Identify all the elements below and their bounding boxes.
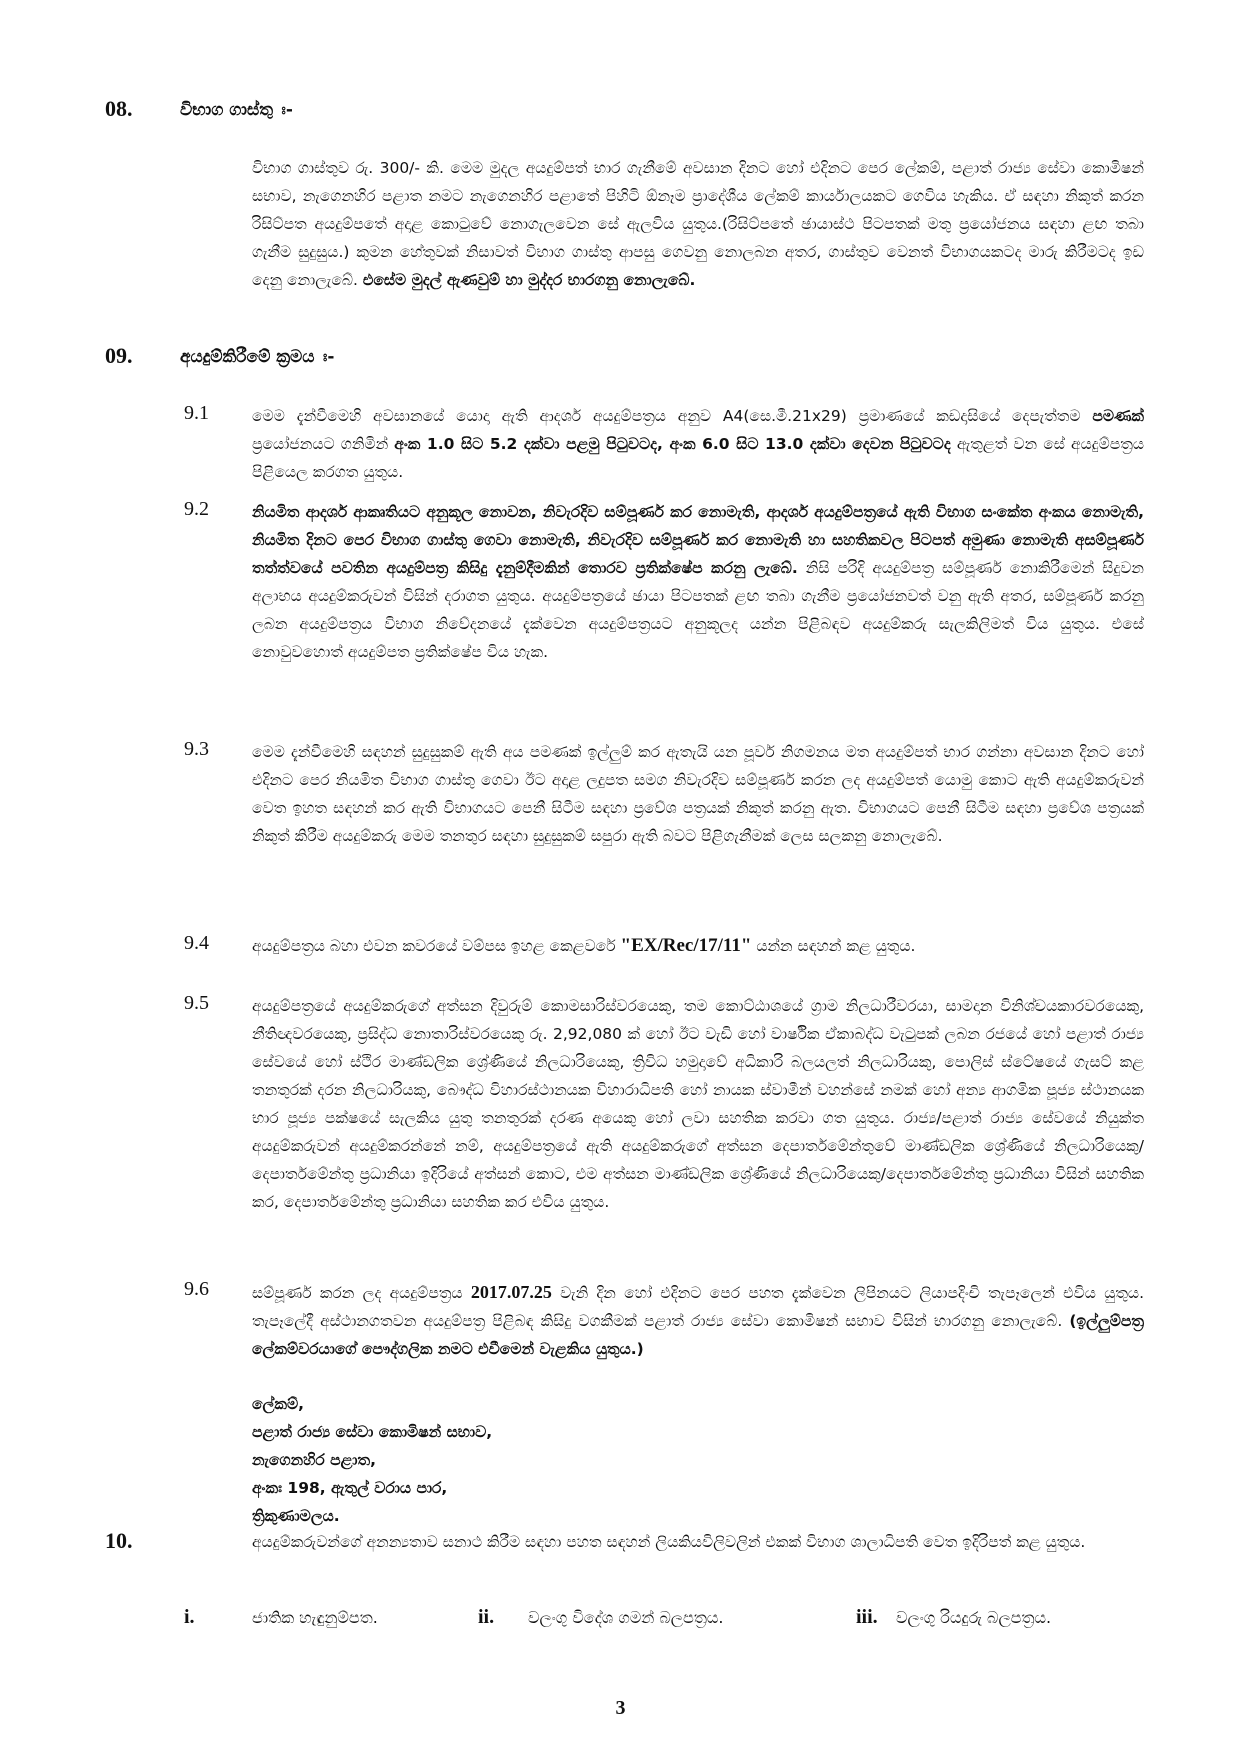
- para-9-6: [252, 1278, 1144, 1363]
- para-9-2-text: නිසි පරිදි අයදුම්පත්‍ර සම්පූර්ණ නොකිරීමෙන් සිදුවන අලාභය අයදුම්කරුවන් විසින් දරාගත යුතුය. අයදුම්පත්‍රයේ ඡායා පිටපතක් ළඟ තබා ගැනීම ප්‍රයෝජනවත් වනු ඇති අතර, සම්පූර්ණ කරනු ලබන අයදුම්පත්‍රය විභාග නිවේදනයේ දැක්වෙන අයදුම්පත්‍රයට අනුකූලද යන්න පිළිබඳව අයදුම්කරු සැලකිලිමත් විය යුතුය. එසේ නොවුවහොත් අයදුම්පත ප්‍රතික්ෂේප විය හැක.: [252, 559, 1144, 661]
- para-9-4: [252, 932, 1144, 960]
- address-line: ලේකම්,: [252, 1395, 305, 1413]
- address-line: අංකඃ 198, ඇතුල් වරාය පාර,: [252, 1479, 448, 1497]
- para-9-5: අයදුම්පත්‍රයේ අයදුම්කරුගේ අත්සන දිවුරුම් කොමසාරිස්වරයෙකු, තම කොට්ඨාශයේ ග්‍රාම නිලධාරීවරයා, සාමදාන විනිශ්චයකාරවරයෙකු, නීතිඥවරයෙකු, ප්‍රසිද්ධ නොතාරිස්වරයෙකු රු. 2,92,080 ක් හෝ ඊට වැඩි හෝ වාර්ෂික ඒකාබද්ධ වැටුපක් ලබන රජයේ හෝ පළාත් රාජ්‍ය සේවයේ හෝ ස්ථිර මාණ්ඩලික ශ්‍රේණියේ නිලධාරියෙකු, ත්‍රිවිධ හමුදාවේ අධිකාරි බලයලත් නිලධාරියකු, පොලිස් ස්ටේෂයේ ගැසට් කළ තනතුරක් දරන නිලධාරියකු, බෞද්ධ විහාරස්ථානයක විහාරාධිපති හෝ නායක ස්වාමීන් වහන්සේ නමක් හෝ අන්‍ය ආගමික පූජ්‍ය ස්ථානයක භාර පූජ්‍ය පක්ෂයේ සැලකිය යුතු තනතුරක් දරණ අයෙකු හෝ ලවා සහතික කරවා ගත යුතුය. රාජ්‍ය/පළාත් රාජ්‍ය සේවයේ නියුක්ත අයදුම්කරුවන් අයදුම්කරන්නේ නම්, අයදුම්පත්‍රයේ ඇති අයදුම්කරුගේ අත්සන දෙපාර්තමේන්තුවේ මාණ්ඩලික ශ්‍රේණියේ නිලධාරියෙකු/දෙපාර්තමේන්තු ප්‍රධානියා ඉදිරියේ අත්සන් කොට, එම අත්සන මාණ්ඩලික ශ්‍රේණියේ නිලධාරියෙකු/දෙපාර්තමේන්තු ප්‍රධානියා විසින් සහතික කර, දෙපාර්තමේන්තු ප්‍රධානියා සහතික කර එවිය යුතුය.: [252, 997, 1144, 1211]
- para-9-2: [252, 498, 1144, 666]
- section-08-bold-note: එසේම මුදල් ඇණවුම් හා මුද්දර භාරගනු නොලැබේ.: [362, 271, 696, 289]
- list-item: වලංගු විදේශ ගමන් බලපත්‍රය.: [528, 1608, 724, 1627]
- envelope-code: "EX/Rec/17/11": [620, 935, 752, 956]
- para-9-1-bold-b: අංක 1.0 සිට 5.2 දක්වා පළමු පිටුවටද, අංක 6.0 සිට 13.0 දක්වා දෙවන පිටුවටද: [394, 435, 951, 453]
- para-9-4-number: 9.4: [184, 932, 209, 954]
- list-item-number: iii.: [856, 1606, 878, 1628]
- para-9-1: [252, 402, 1144, 486]
- para-9-4-text-b: යන්න සඳහන් කළ යුතුය.: [751, 937, 916, 955]
- list-item-number: i.: [184, 1606, 195, 1628]
- para-9-6-number: 9.6: [184, 1278, 209, 1300]
- section-09-number: 09.: [105, 343, 133, 368]
- section-08-number: 08.: [105, 96, 133, 121]
- section-08-body: [252, 154, 1144, 294]
- address-block: [252, 1390, 492, 1530]
- para-9-4-text-a: අයදුම්පත්‍රය බහා එවන කවරයේ වම්පස ඉහළ කෙළවරේ: [252, 937, 621, 955]
- section-09-title: අයදුම්කිරීමේ ක්‍රමය ඃ-: [180, 347, 335, 367]
- address-line: නැගෙනහිර පළාත,: [252, 1451, 376, 1469]
- para-9-1-number: 9.1: [184, 402, 209, 424]
- para-9-1-text-a: මෙම දැන්වීමෙහි අවසානයේ යොදා ඇති ආදර්ශ අයදුම්පත්‍රය අනුව A4(සෙ.මී.21x29) ප්‍රමාණයේ කඩදාසියේ දෙපැත්තම: [252, 407, 1093, 425]
- address-line: පළාත් රාජ්‍ය සේවා කොමිෂන් සභාව,: [252, 1423, 493, 1441]
- para-9-6-bold: (ඉල්ලුම්පත්‍ර ලේකම්වරයාගේ පෞද්ගලික නමට එවීමෙන් වැළකිය යුතුය.): [252, 1312, 1144, 1358]
- section-08-text: විභාග ගාස්තුව රු. 300/- කි. මෙම මුදල අයදුම්පත් භාර ගැනීමේ අවසාන දිනට හෝ එදිනට පෙර ලේකම්, පළාත් රාජ්‍ය සේවා කොමිෂන් සභාව, නැගෙනහිර පළාත නමට නැගෙනහිර පළාතේ පිහිටි ඕනෑම ප්‍රාදේශීය ලේකම් කාර්යාලයකට ගෙවිය හැකිය. ඒ සඳහා නිකුත් කරන රිසිට්පත අයදුම්පතේ අදාළ කොටුවේ නොගැලවෙන සේ ඇලවිය යුතුය.(රිසිට්පතේ ඡායාස්ථ පිටපතක් මතු ප්‍රයෝජනය සඳහා ළඟ තබා ගැනීම සුදුසුය.) කුමන හේතුවක් නිසාවත් විභාග ගාස්තු ආපසු ගෙවනු නොලබන අතර, ගාස්තුව වෙනත් විභාගයකටද මාරු කිරීමටද ඉඩ දෙනු නොලැබේ.: [252, 159, 1144, 289]
- para-9-1-bold-a: පමණක්: [1092, 407, 1144, 425]
- para-9-1-text-c: ඇතුළත් වන සේ අයදුම්පත්‍රය පිළියෙල කරගත යුතුය.: [252, 435, 1144, 481]
- section-08-title: විභාග ගාස්තු ඃ-: [180, 100, 293, 120]
- para-9-5-number: 9.5: [184, 992, 209, 1014]
- para-9-6-text-a: සම්පූර්ණ කරන ලද අයදුම්පත්‍රය: [252, 1284, 471, 1302]
- section-10-body: අයදුම්කරුවන්ගේ අනන්‍යතාව සනාථ කිරීම සඳහා පහත සඳහන් ලියකියවිලිවලින් එකක් විභාග ශාලාධිපති වෙත ඉදිරිපත් කළ යුතුය.: [252, 1533, 1086, 1551]
- para-9-3-number: 9.3: [184, 738, 209, 760]
- list-item: වලංගු රියදුරු බලපත්‍රය.: [896, 1608, 1052, 1627]
- page-number: 3: [615, 1697, 626, 1719]
- para-9-2-number: 9.2: [184, 498, 209, 520]
- deadline-date: 2017.07.25: [470, 1282, 552, 1302]
- para-9-6-text-b: වැනි දින හෝ එදිනට පෙර පහත දැක්වෙන ලිපිනයට ලියාපදිංචි තැපෑලෙන් එවිය යුතුය. තැපෑලේදී අස්ථානගතවන අයදුම්පත්‍ර පිළිබඳ කිසිදු වගකීමක් පළාත් රාජ්‍ය සේවා කොමිෂන් සභාව විසින් භාරගනු නොලැබේ.: [252, 1284, 1144, 1330]
- para-9-1-text-b: ප්‍රයෝජනයට ගනිමින්: [252, 435, 395, 453]
- list-item: ජාතික හැඳුනුම්පත.: [252, 1608, 378, 1627]
- para-9-3: මෙම දැන්වීමෙහි සඳහන් සුදුසුකම් ඇති අය පමණක් ඉල්ලුම් කර ඇතැයි යන පූර්ව නිගමනය මත අයදුම්පත් භාර ගන්නා අවසාන දිනට හෝ එදිනට පෙර නියමිත විභාග ගාස්තු ගෙවා ඊට අදාළ ලදුපත සමග නිවැරදිව සම්පූර්ණ කරන ලද අයදුම්පත් යොමු කොට ඇති අයදුම්කරුවන් වෙත ඉහත සඳහන් කර ඇති විභාගයට පෙනී සිටීම සඳහා ප්‍රවේශ පත්‍රයක් නිකුත් කරනු ඇත. විභාගයට පෙනී සිටීම සඳහා ප්‍රවේශ පත්‍රයක් නිකුත් කිරීම අයදුම්කරු මෙම තනතුර සඳහා සුදුසුකම් සපුරා ඇති බවට පිළිගැනීමක් ලෙස සලකනු නොලැබේ.: [252, 743, 1144, 845]
- para-9-2-bold: නියමිත ආදර්ශ ආකෘතියට අනුකූල නොවන, නිවැරදිව සම්පූර්ණ කර නොමැති, ආදර්ශ අයදුම්පත්‍රයේ ඇති විභාග සංකේත අංකය නොමැති, නියමිත දිනට පෙර විභාග ගාස්තු ගෙවා නොමැති, නිවැරදිව සම්පූර්ණ කර නොමැති හා සහතිකවල පිටපත් අමුණා නොමැති අසම්පූර්ණ තත්ත්වයේ පවතින අයදුම්පත්‍ර කිසිදු දැනුම්දීමකින් තොරව ප්‍රතික්ෂේප කරනු ලැබේ.: [252, 503, 1144, 577]
- list-item-number: ii.: [478, 1606, 495, 1628]
- section-10-number: 10.: [105, 1528, 133, 1553]
- address-line: ත්‍රිකුණාමලය.: [252, 1507, 340, 1525]
